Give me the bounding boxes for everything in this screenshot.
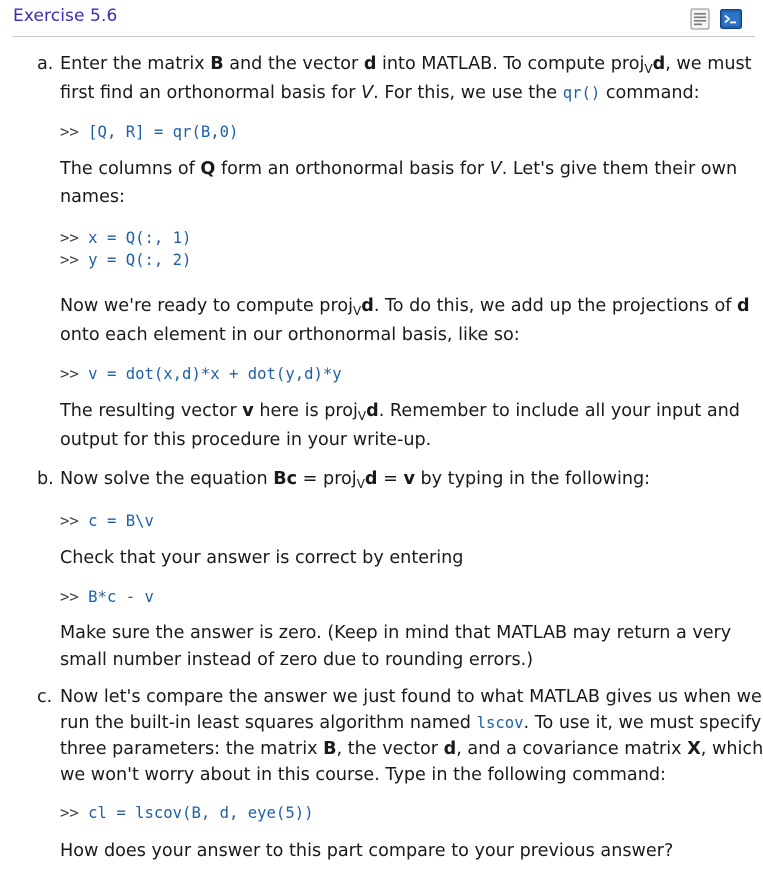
exercise-title: Exercise 5.6 — [13, 6, 118, 26]
code-solve: >> c = B\v — [60, 512, 154, 530]
part-a-para-3-line-1: Now we're ready to compute proj$_V$d. To do this, we add up the projections of d — [60, 296, 750, 318]
part-c-para-2: How does your answer to this part compare to your previous answer? — [60, 841, 674, 861]
document-icon[interactable] — [688, 7, 712, 31]
code-v: >> v = dot(x,d)*x + dot(y,d)*y — [60, 365, 342, 383]
code-y: >> y = Q(:, 2) — [60, 251, 192, 269]
part-a-marker: a. — [37, 54, 54, 74]
part-a-para-2-line-2: names: — [60, 187, 125, 207]
part-c-line-4: we won't worry about in this course. Type in the following command: — [60, 765, 666, 785]
title-divider — [12, 36, 755, 37]
code-check: >> B*c - v — [60, 588, 154, 606]
part-a-line-2: first find an orthonormal basis for V. For this, we use the qr() command: — [60, 83, 700, 103]
code-qr: >> [Q, R] = qr(B,0) — [60, 123, 239, 141]
part-a-para-2-line-1: The columns of Q form an orthonormal basis for V. Let's give them their own — [60, 159, 738, 179]
part-c-line-1: Now let's compare the answer we just found to what MATLAB gives us when we — [60, 687, 762, 707]
part-c-line-3: three parameters: the matrix B, the vector d, and a covariance matrix X, which — [60, 739, 763, 759]
code-lscov: >> cl = lscov(B, d, eye(5)) — [60, 804, 314, 822]
part-b-para-3-line-1: Make sure the answer is zero. (Keep in mind that MATLAB may return a very — [60, 623, 732, 643]
code-x: >> x = Q(:, 1) — [60, 229, 192, 247]
part-b-para-2: Check that your answer is correct by entering — [60, 548, 464, 568]
part-a-para-4-line-1: The resulting vector v here is proj$_V$d. Remember to include all your input and — [60, 401, 740, 423]
part-a-para-3-line-2: onto each element in our orthonormal basis, like so: — [60, 325, 520, 345]
part-b-para-3-line-2: small number instead of zero due to rounding errors.) — [60, 650, 534, 670]
part-b-line-1: Now solve the equation Bc = proj$_V$d = v by typing in the following: — [60, 469, 651, 491]
part-a-line-1: Enter the matrix B and the vector d into MATLAB. To compute proj$_V$d, we must — [60, 54, 752, 76]
part-c-line-2: run the built-in least squares algorithm named lscov. To use it, we must specify — [60, 713, 762, 733]
part-b-marker: b. — [37, 469, 54, 489]
part-c-marker: c. — [37, 687, 53, 707]
part-a-para-4-line-2: output for this procedure in your write-up. — [60, 430, 432, 450]
toolbar — [688, 7, 743, 31]
terminal-icon[interactable] — [719, 7, 743, 31]
